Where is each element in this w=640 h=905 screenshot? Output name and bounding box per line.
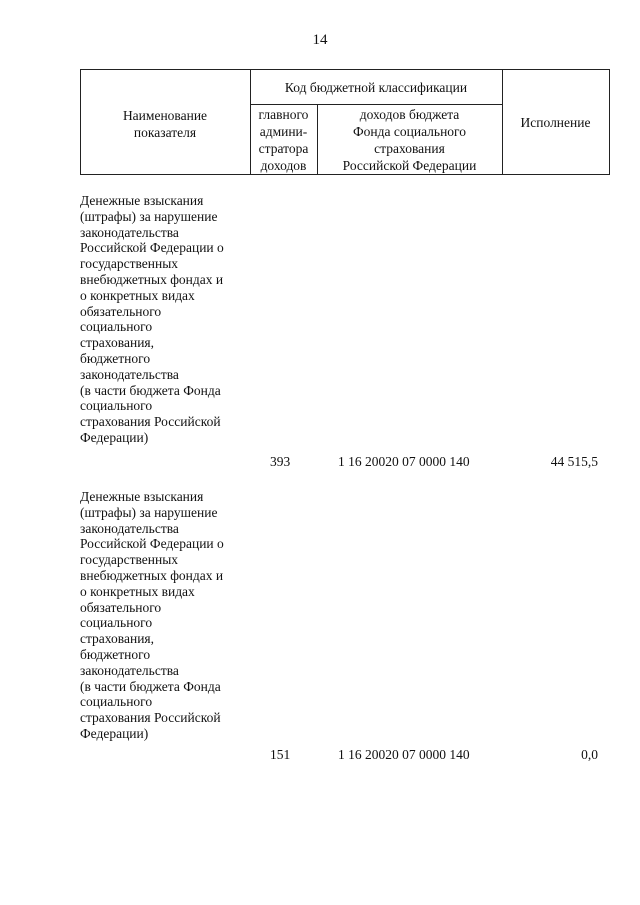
- table-header-bottom-border: [80, 174, 610, 175]
- row-income-code: 1 16 20020 07 0000 140: [338, 747, 470, 762]
- table-top-border: [80, 69, 610, 70]
- row-name: Денежные взыскания (штрафы) за нарушение законодательства Российской Федерации о государственных внебюджетных фондах и о конкретных видах обязательного социального страхования, бюджетного законодательства (в части бюджета Фонда социального страхования Российской Федерации): [80, 489, 224, 741]
- row-name: Денежные взыскания (штрафы) за нарушение законодательства Российской Федерации о государственных внебюджетных фондах и о конкретных видах обязательного социального страхования, бюджетного законодательства (в части бюджета Фонда социального страхования Российской Федерации): [80, 193, 224, 445]
- row-income-code: 1 16 20020 07 0000 140: [338, 454, 470, 469]
- page-number: 14: [312, 32, 328, 48]
- header-income: доходов бюджета Фонда социального страхования Российской Федерации: [342, 107, 477, 173]
- code-group-divider: [250, 104, 502, 105]
- row-execution: 44 515,5: [550, 454, 598, 469]
- table-right-border: [609, 69, 610, 175]
- header-code-group: Код бюджетной классификации: [284, 80, 468, 95]
- row-admin-code: 393: [270, 454, 291, 469]
- row-admin-code: 151: [270, 747, 291, 762]
- header-admin: главного админи- стратора доходов: [258, 107, 309, 173]
- row-execution: 0,0: [581, 747, 598, 762]
- header-name: Наименование показателя: [122, 108, 208, 140]
- header-execution: Исполнение: [520, 115, 591, 130]
